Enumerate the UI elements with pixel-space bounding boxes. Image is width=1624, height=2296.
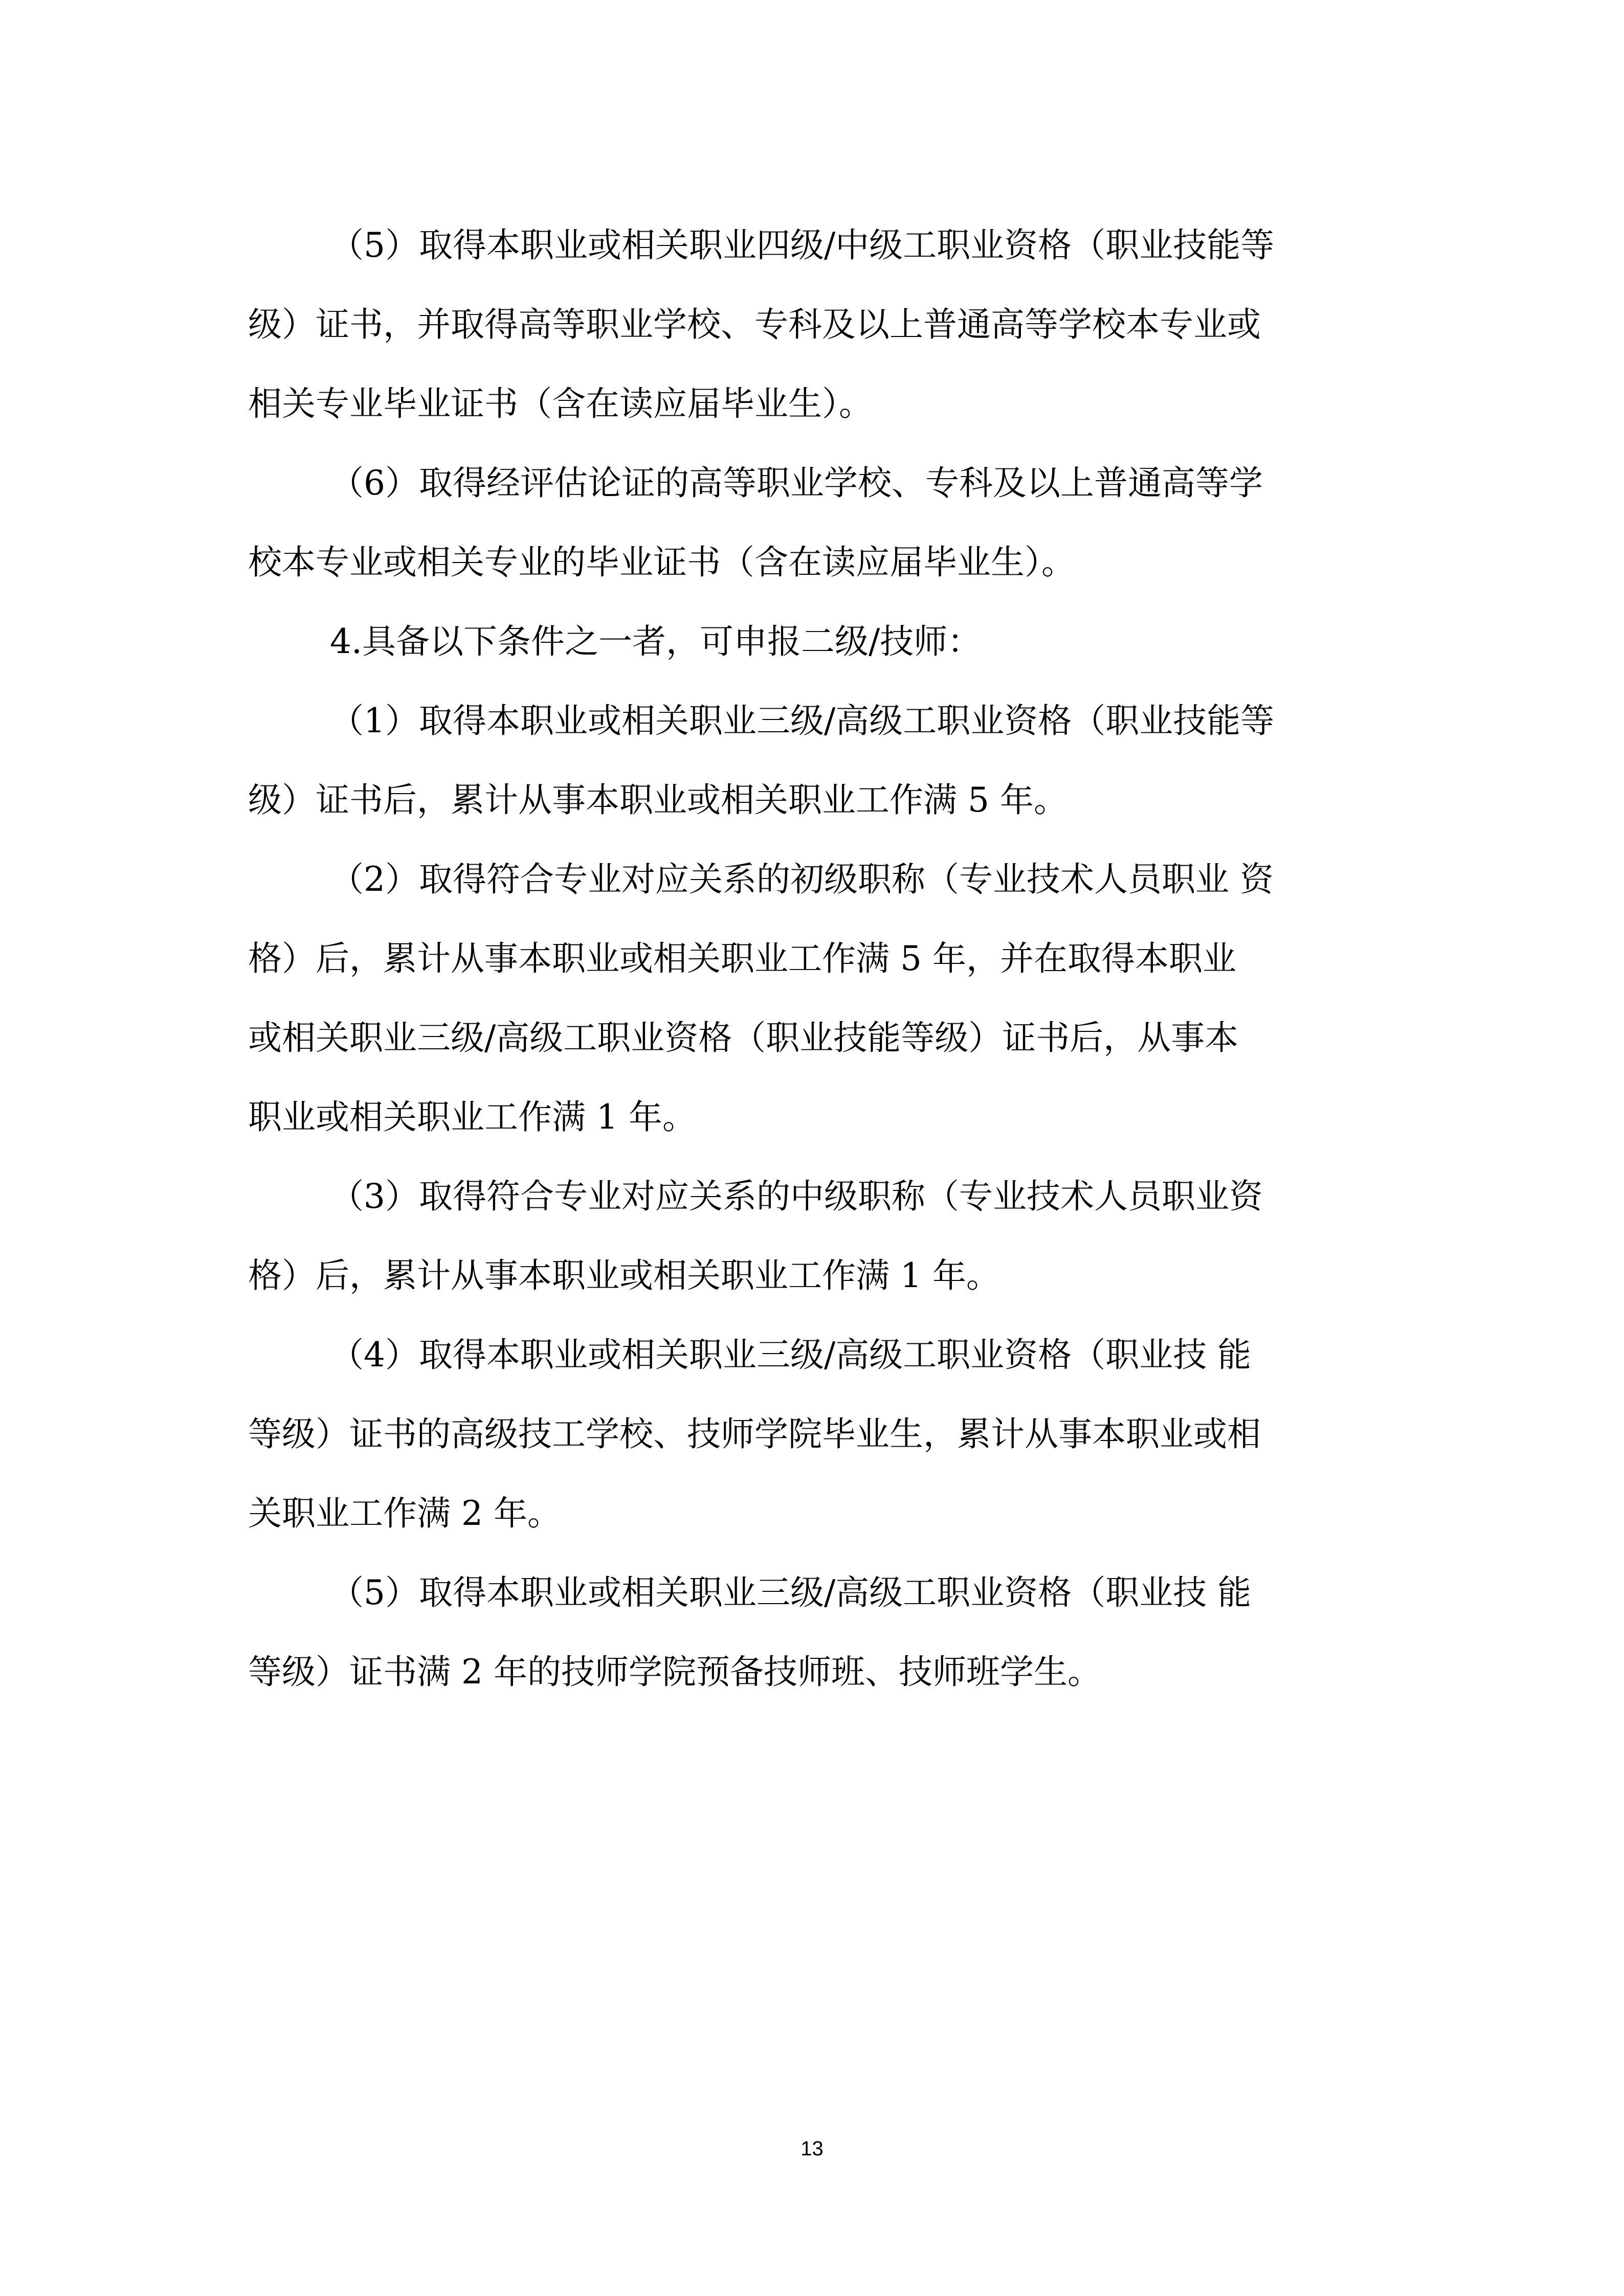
text-line: 或相关职业三级/高级工职业资格（职业技能等级）证书后，从事本 [248, 1018, 1239, 1057]
text-line: 级）证书，并取得高等职业学校、专科及以上普通高等学校本专业或 [248, 305, 1261, 344]
text-line: 格）后，累计从事本职业或相关职业工作满 5 年，并在取得本职业 [248, 939, 1236, 978]
paragraph-item-3-level2 [248, 1171, 1381, 1330]
text-line: 职业或相关职业工作满 1 年。 [248, 1097, 696, 1137]
text-line: （1）取得本职业或相关职业三级/高级工职业资格（职业技能等 [330, 701, 1275, 740]
text-line: （5）取得本职业或相关职业四级/中级工职业资格（职业技能等 [330, 226, 1275, 265]
text-line: 级）证书后，累计从事本职业或相关职业工作满 5 年。 [248, 780, 1067, 820]
paragraph-item-2-level2 [248, 854, 1381, 1171]
text-line: 4.具备以下条件之一者，可申报二级/技师： [330, 622, 982, 661]
paragraph-item-5-level2 [248, 1567, 1381, 1726]
text-line: 关职业工作满 2 年。 [248, 1494, 561, 1533]
text-line: 格）后，累计从事本职业或相关职业工作满 1 年。 [248, 1256, 1000, 1295]
text-line: （3）取得符合专业对应关系的中级职称（专业技术人员职业资 [330, 1177, 1263, 1216]
text-line: （6）取得经评估论证的高等职业学校、专科及以上普通高等学 [330, 463, 1263, 503]
text-line: （5）取得本职业或相关职业三级/高级工职业资格（职业技 能 [330, 1573, 1252, 1612]
section-heading-technician [248, 616, 1381, 695]
paragraph-item-4-level2 [248, 1330, 1381, 1567]
text-line: 等级）证书的高级技工学校、技师学院毕业生，累计从事本职业或相 [248, 1414, 1261, 1454]
paragraph-item-5-level3 [248, 220, 1381, 458]
document-body [248, 220, 1381, 1726]
text-line: （4）取得本职业或相关职业三级/高级工职业资格（职业技 能 [330, 1335, 1252, 1375]
paragraph-item-6-level3 [248, 458, 1381, 616]
text-line: 等级）证书满 2 年的技师学院预备技师班、技师班学生。 [248, 1652, 1101, 1692]
text-line: 相关专业毕业证书（含在读应届毕业生）。 [248, 384, 873, 423]
text-line: （2）取得符合专业对应关系的初级职称（专业技术人员职业 资 [330, 860, 1274, 899]
text-line: 校本专业或相关专业的毕业证书（含在读应届毕业生）。 [248, 543, 1075, 582]
paragraph-item-1-level2 [248, 695, 1381, 854]
page-number: 13 [800, 2137, 824, 2160]
